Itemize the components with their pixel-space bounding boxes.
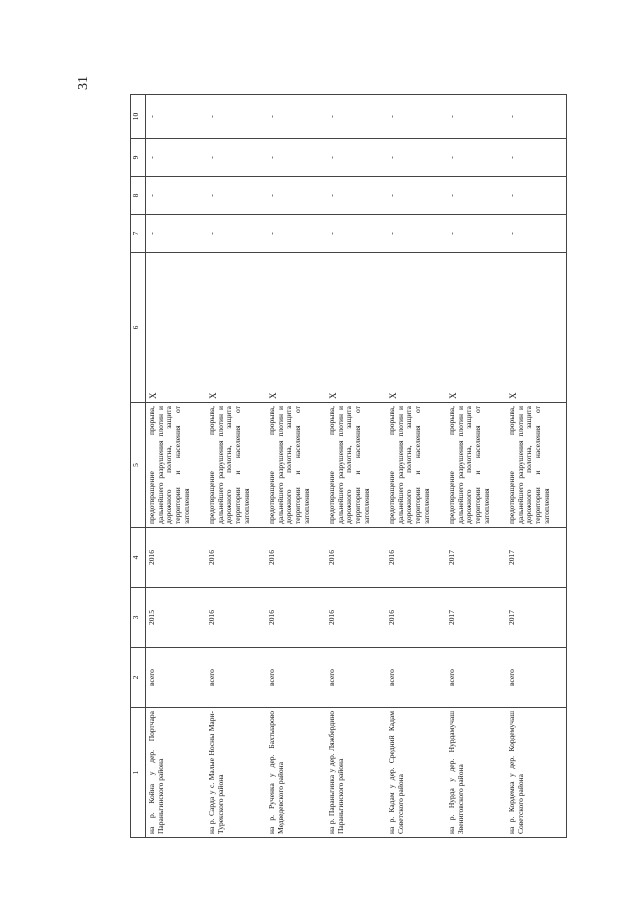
- object-name-cell: на р. Нурда у дер. Нурдамучаш Звениговского района: [446, 708, 506, 838]
- value-cell: -: [386, 177, 446, 215]
- column-header: 1: [131, 708, 146, 838]
- end-year-cell: 2017: [506, 528, 567, 588]
- table-row: [146, 95, 207, 838]
- column-header: 6: [131, 253, 146, 403]
- value-cell: -: [446, 139, 506, 177]
- start-year-cell: 2016: [326, 588, 386, 648]
- object-name-cell: на р. Параньгинка у дер. Ляжбердино Параньгинского района: [326, 708, 386, 838]
- value-cell: -: [266, 95, 326, 139]
- value-cell: -: [326, 95, 386, 139]
- value-cell: -: [446, 177, 506, 215]
- mark-cell: X: [386, 253, 446, 403]
- column-header: 5: [131, 403, 146, 528]
- purpose-cell: предотвращение прорыва, дальнейшего разрушения плотин и дорожного полотна, защита территории и населения от затопления: [326, 403, 386, 528]
- start-year-cell: 2017: [506, 588, 567, 648]
- object-name-cell: на р. Рученка у дер. Бахтыарово Медведевского района: [266, 708, 326, 838]
- funding-cell: всего: [386, 648, 446, 708]
- purpose-cell: предотвращение прорыва, дальнейшего разрушения плотин и дорожного полотна, защита территории и населения от затопления: [506, 403, 567, 528]
- purpose-cell: предотвращение прорыва, дальнейшего разрушения плотин и дорожного полотна, защита территории и населения от затопления: [266, 403, 326, 528]
- column-header: 10: [131, 95, 146, 139]
- value-cell: -: [206, 177, 266, 215]
- value-cell: -: [146, 215, 207, 253]
- purpose-cell: предотвращение прорыва, дальнейшего разрушения плотин и дорожного полотна, защита территории и населения от затопления: [146, 403, 207, 528]
- object-name-cell: на р. Кордемка у дер. Кордемучаш Советского района: [506, 708, 567, 838]
- end-year-cell: 2016: [206, 528, 266, 588]
- value-cell: -: [446, 215, 506, 253]
- column-header: 7: [131, 215, 146, 253]
- value-cell: -: [206, 215, 266, 253]
- value-cell: -: [506, 177, 567, 215]
- value-cell: -: [506, 95, 567, 139]
- object-name-cell: на р. Койна у дер. Портчара Параньгинского района: [146, 708, 207, 838]
- value-cell: -: [326, 139, 386, 177]
- mark-cell: X: [266, 253, 326, 403]
- value-cell: -: [386, 95, 446, 139]
- value-cell: -: [266, 139, 326, 177]
- start-year-cell: 2016: [266, 588, 326, 648]
- value-cell: -: [206, 139, 266, 177]
- end-year-cell: 2016: [266, 528, 326, 588]
- data-table: [130, 94, 567, 838]
- start-year-cell: 2015: [146, 588, 207, 648]
- object-name-cell: на р. Сарда у с. Малые Носны Мари-Турекского района: [206, 708, 266, 838]
- value-cell: -: [146, 95, 207, 139]
- object-name-cell: на р. Кадам у дер. Средний Кадам Советского района: [386, 708, 446, 838]
- end-year-cell: 2017: [446, 528, 506, 588]
- mark-cell: X: [506, 253, 567, 403]
- value-cell: -: [506, 139, 567, 177]
- table-row: [386, 95, 446, 838]
- end-year-cell: 2016: [326, 528, 386, 588]
- column-header: 3: [131, 588, 146, 648]
- value-cell: -: [386, 139, 446, 177]
- table-row: [266, 95, 326, 838]
- value-cell: -: [326, 177, 386, 215]
- value-cell: -: [506, 215, 567, 253]
- start-year-cell: 2016: [206, 588, 266, 648]
- funding-cell: всего: [206, 648, 266, 708]
- column-header: 4: [131, 528, 146, 588]
- table-row: [206, 95, 266, 838]
- value-cell: -: [446, 95, 506, 139]
- end-year-cell: 2016: [146, 528, 207, 588]
- start-year-cell: 2016: [386, 588, 446, 648]
- start-year-cell: 2017: [446, 588, 506, 648]
- end-year-cell: 2016: [386, 528, 446, 588]
- value-cell: -: [146, 139, 207, 177]
- value-cell: -: [386, 215, 446, 253]
- value-cell: -: [206, 95, 266, 139]
- purpose-cell: предотвращение прорыва, дальнейшего разрушения плотин и дорожного полотна, защита территории и населения от затопления: [446, 403, 506, 528]
- funding-cell: всего: [326, 648, 386, 708]
- table-row: [506, 95, 567, 838]
- funding-cell: всего: [506, 648, 567, 708]
- table-row: [326, 95, 386, 838]
- value-cell: -: [266, 215, 326, 253]
- value-cell: -: [146, 177, 207, 215]
- mark-cell: X: [146, 253, 207, 403]
- column-header: 2: [131, 648, 146, 708]
- value-cell: -: [266, 177, 326, 215]
- value-cell: -: [326, 215, 386, 253]
- purpose-cell: предотвращение прорыва, дальнейшего разрушения плотин и дорожного полотна, защита территории и населения от затопления: [386, 403, 446, 528]
- funding-cell: всего: [146, 648, 207, 708]
- table-row: [446, 95, 506, 838]
- column-header: 8: [131, 177, 146, 215]
- rotated-table-container: [130, 95, 560, 838]
- funding-cell: всего: [266, 648, 326, 708]
- purpose-cell: предотвращение прорыва, дальнейшего разрушения плотин и дорожного полотна, защита территории и населения от затопления: [206, 403, 266, 528]
- mark-cell: X: [326, 253, 386, 403]
- mark-cell: X: [446, 253, 506, 403]
- column-header: 9: [131, 139, 146, 177]
- table-header-row: [131, 95, 146, 838]
- page-number: 31: [76, 76, 91, 90]
- funding-cell: всего: [446, 648, 506, 708]
- mark-cell: X: [206, 253, 266, 403]
